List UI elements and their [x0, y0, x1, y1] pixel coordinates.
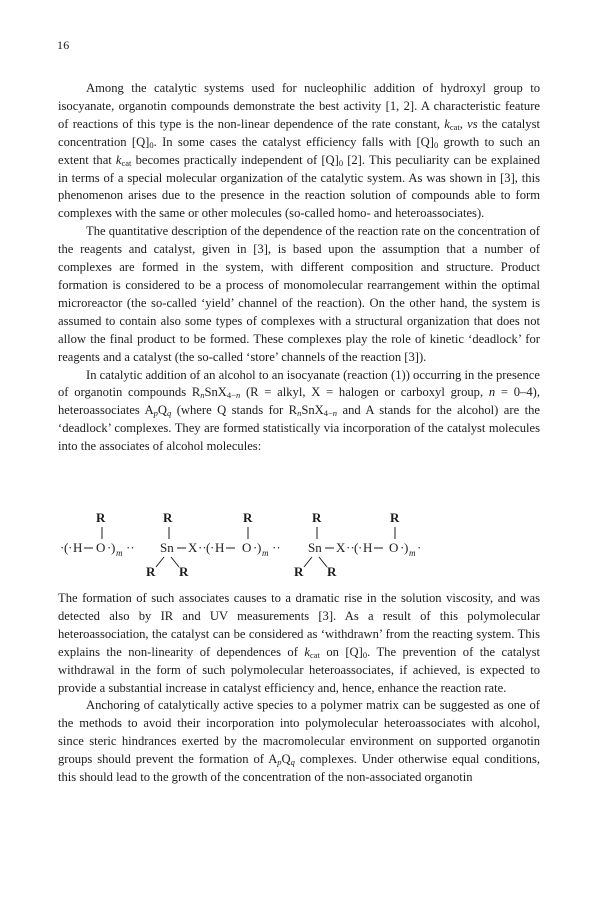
- text-block-lower: [58, 590, 540, 787]
- formula-paren: ): [257, 540, 262, 555]
- formula-dots: ··: [272, 540, 281, 555]
- formula-h: H: [73, 540, 83, 555]
- paragraph: The formation of such associates causes to a dramatic rise in the solution viscosity, and was detected also by IR and UV measurements [3]. As a result of this polymolecular heteroassociation, the catalyst can be considered as ‘withdrawn’ from the reacting system. This explains the non-linearity of dependences of $k_{cat}$ on $[Q]_0$. The prevention of the catalyst withdrawal in the form of such polymolecular heteroassociates, if achieved, is expected to provide a substantial increase in catalyst efficiency and, hence, enhance the reaction rate.: [58, 591, 541, 695]
- formula-r-label: R: [179, 564, 189, 578]
- paragraph: Anchoring of catalytically active species to a polymer matrix can be suggested as one of the methods to avoid their incorporation into polymolecular heteroassociates with alcohol, since steric hindrances exerted by the macromolecular environment on supported organotin groups should prevent the formation of $A_pQ_q$ complexes. Under otherwise equal conditions, this should lead to the growth of the concentration of the non-associated organotin: [58, 698, 540, 785]
- formula-x: X: [336, 540, 346, 555]
- formula-m: m: [409, 548, 416, 558]
- formula-dot: ·: [68, 540, 73, 555]
- formula-o: O: [242, 540, 252, 555]
- paragraph: The quantitative description of the dependence of the reaction rate on the concentration of the reagents and catalyst, given in [3], is based upon the assumption that a number of complexes are formed in the system, with different composition and structure. Product formation is considered to be a process of monomolecular rearrangement within the optimal microreactor (the so-called ‘yield’ channel of the reaction). On the other hand, the system is assumed to contain also some types of complexes with a structural organization that does not allow the final product to be formed. These complexes play the role of kinetic ‘deadlock’ for reagents and a catalyst (the so-called ‘store’ channels of the reaction [3]).: [58, 224, 540, 364]
- formula-dot: ·: [400, 540, 405, 555]
- formula-r-label: R: [243, 510, 253, 525]
- paragraph: Among the catalytic systems used for nucleophilic addition of hydroxyl group to isocyanate, organotin compounds demonstrate the best activity [1, 2]. A characteristic feature of reactions of this type is the non-linear dependence of the rate constant, $k_{cat}$, vs the catalyst concentration $[Q]_0$. In some cases the catalyst efficiency falls with $[Q]_0$ growth to such an extent that $k_{cat}$ becomes practically independent of $[Q]_0$ [2]. This peculiarity can be explained in terms of a special molecular organization of the catalytic system. As was shown in [3], this phenomenon arises due to the presence in the reaction solution of compounds able to form complexes with the same or other molecules (so-called homo- and heteroassociates).: [58, 81, 540, 221]
- formula-paren: (: [64, 540, 69, 555]
- formula-dots: ··: [198, 540, 207, 555]
- formula-o: O: [96, 540, 106, 555]
- formula-h: H: [363, 540, 373, 555]
- formula-r-label: R: [390, 510, 400, 525]
- formula-dot: ·: [358, 540, 363, 555]
- formula-paren: ): [404, 540, 409, 555]
- formula-m: m: [262, 548, 269, 558]
- formula-r-label: R: [163, 510, 173, 525]
- formula-sn: Sn: [308, 540, 322, 555]
- formula-dots: ··: [346, 540, 355, 555]
- formula-r-label: R: [294, 564, 304, 578]
- formula-m: m: [116, 548, 123, 558]
- formula-r-label: R: [146, 564, 156, 578]
- formula-dot: ·: [253, 540, 258, 555]
- page-number: 16: [57, 38, 70, 52]
- formula-r-label: R: [327, 564, 337, 578]
- formula-paren: (: [354, 540, 359, 555]
- heteroassociate-formula: [0, 508, 595, 578]
- text-block-upper: [58, 80, 540, 456]
- formula-bond: [156, 557, 164, 567]
- formula-bond: [319, 557, 327, 567]
- formula-bond: [304, 557, 312, 567]
- formula-o: O: [389, 540, 399, 555]
- formula-dot: ·: [417, 540, 422, 555]
- formula-r-label: R: [96, 510, 106, 525]
- formula-dot: ·: [60, 540, 65, 555]
- formula-x: X: [188, 540, 198, 555]
- formula-dots: ··: [126, 540, 135, 555]
- formula-h: H: [215, 540, 225, 555]
- formula-dot: ·: [107, 540, 112, 555]
- formula-paren: ): [111, 540, 116, 555]
- formula-dot: ·: [210, 540, 215, 555]
- formula-sn: Sn: [160, 540, 174, 555]
- formula-paren: (: [206, 540, 211, 555]
- paragraph: In catalytic addition of an alcohol to an isocyanate (reaction (1)) occurring in the presence of organotin compounds $R_nSnX_{4-n}$ (R = alkyl, X = halogen or carboxyl group, n = 0–4), heteroassociates $A_pQ_q$ (where Q stands for $R_nSnX_{4-n}$ and A stands for the alcohol) are the ‘deadlock’ complexes. They are formed statistically via incorporation of the catalyst molecules into the associates of alcohol molecules:: [58, 367, 541, 454]
- formula-r-label: R: [312, 510, 322, 525]
- formula-bond: [171, 557, 179, 567]
